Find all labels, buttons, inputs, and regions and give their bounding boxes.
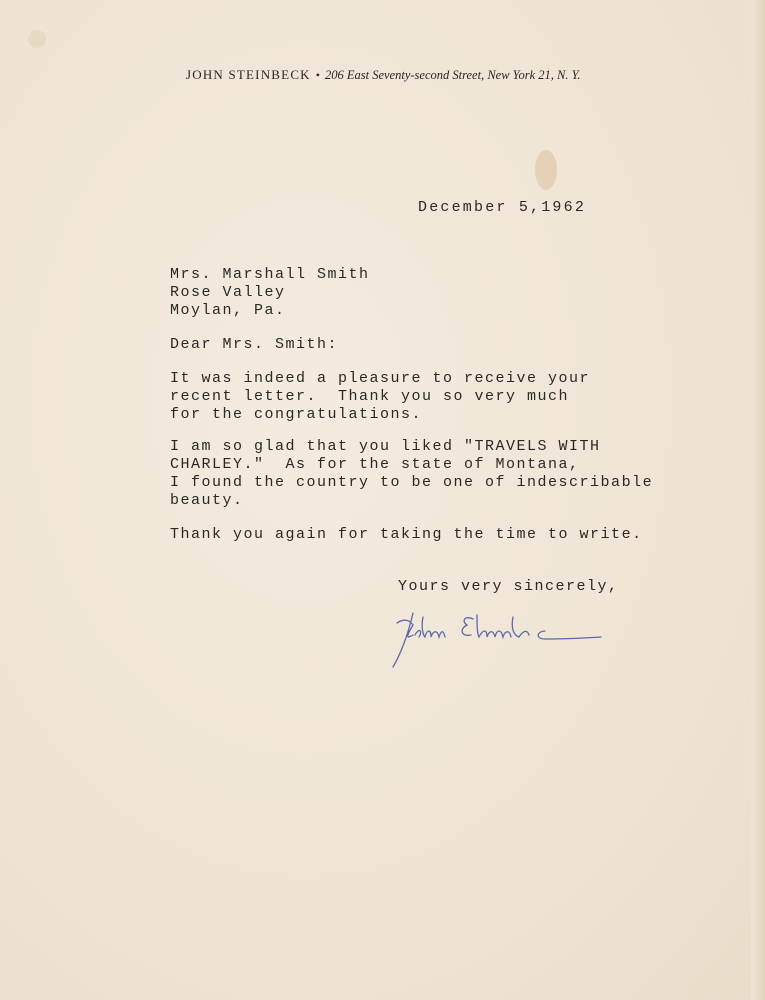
recipient-line: Moylan, Pa. <box>170 302 286 319</box>
text-line: It was indeed a pleasure to receive your <box>170 370 591 387</box>
letterhead-name: JOHN STEINBECK <box>186 67 311 82</box>
letterhead <box>186 66 581 84</box>
text-line: recent letter. Thank you so very much <box>170 388 570 405</box>
text-line: CHARLEY." As for the state of Montana, <box>170 456 580 473</box>
handwritten-signature <box>385 605 615 675</box>
letter-date: December 5,1962 <box>418 199 587 216</box>
paper-stain <box>535 150 557 190</box>
closing: Yours very sincerely, <box>398 578 619 595</box>
recipient-line: Rose Valley <box>170 284 286 301</box>
paragraph-3: Thank you again for taking the time to write. <box>170 526 643 543</box>
letterhead-address: 206 East Seventy-second Street, New York 21, N. Y. <box>324 68 581 82</box>
text-line: for the congratulations. <box>170 406 423 423</box>
recipient-address <box>170 266 370 320</box>
recipient-line: Mrs. Marshall Smith <box>170 266 370 283</box>
letterhead-separator: • <box>315 68 320 82</box>
paragraph-1 <box>170 370 590 424</box>
text-line: I found the country to be one of indescribable <box>170 474 654 491</box>
text-line: I am so glad that you liked "TRAVELS WITH <box>170 438 601 455</box>
paper-stain <box>28 30 46 48</box>
paper-edge <box>751 0 765 1000</box>
paragraph-2 <box>170 438 653 510</box>
text-line: beauty. <box>170 492 244 509</box>
salutation: Dear Mrs. Smith: <box>170 336 339 353</box>
